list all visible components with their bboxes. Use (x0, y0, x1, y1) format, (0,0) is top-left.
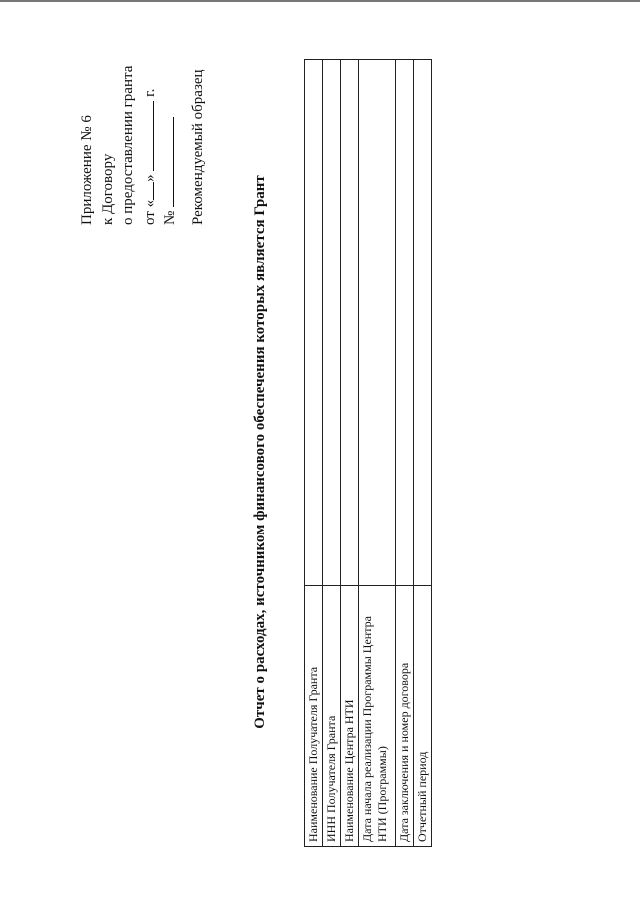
row-value-contract-date-number (396, 60, 414, 586)
row-value-reporting-period (414, 60, 432, 586)
table-row (323, 60, 341, 847)
row-value-recipient-name (305, 60, 323, 586)
appendix-number-line (159, 10, 180, 225)
appendix-contract-ref: к Договору (99, 153, 116, 225)
month-year-blank (139, 101, 154, 171)
row-label-contract-date-number: Дата заключения и номер договора (396, 586, 414, 847)
row-value-center-name (341, 60, 359, 586)
number-blank (159, 117, 174, 207)
appendix-number: Приложение № 6 (79, 115, 95, 225)
number-prefix: № (162, 210, 178, 225)
sample-note: Рекомендуемый образец (189, 69, 206, 225)
row-label-program-start: Дата начала реализации Программы Центра НТИ (Программы) (359, 586, 396, 847)
row-label-reporting-period: Отчетный период (414, 586, 432, 847)
report-title: Отчет о расходах, источником финансового обеспечения которых является Грант (252, 175, 268, 729)
day-blank (139, 182, 154, 200)
appendix-grant-ref: о предоставлении гранта (120, 65, 136, 225)
table-row (414, 60, 432, 847)
row-value-program-start (359, 60, 396, 586)
date-suffix: г. (141, 88, 158, 97)
row-label-center-name: Наименование Центра НТИ (341, 586, 359, 847)
row-value-recipient-inn (323, 60, 341, 586)
row-label-recipient-inn: ИНН Получателя Гранта (323, 586, 341, 847)
date-prefix: от « (141, 199, 158, 225)
table-row (359, 60, 396, 847)
table-row (396, 60, 414, 847)
table-row (305, 60, 323, 847)
table-row (341, 60, 359, 847)
report-table (304, 59, 432, 847)
appendix-date-line (139, 10, 160, 225)
date-mid: » (141, 174, 158, 182)
row-label-recipient-name: Наименование Получателя Гранта (305, 586, 323, 847)
appendix-header (77, 10, 208, 225)
